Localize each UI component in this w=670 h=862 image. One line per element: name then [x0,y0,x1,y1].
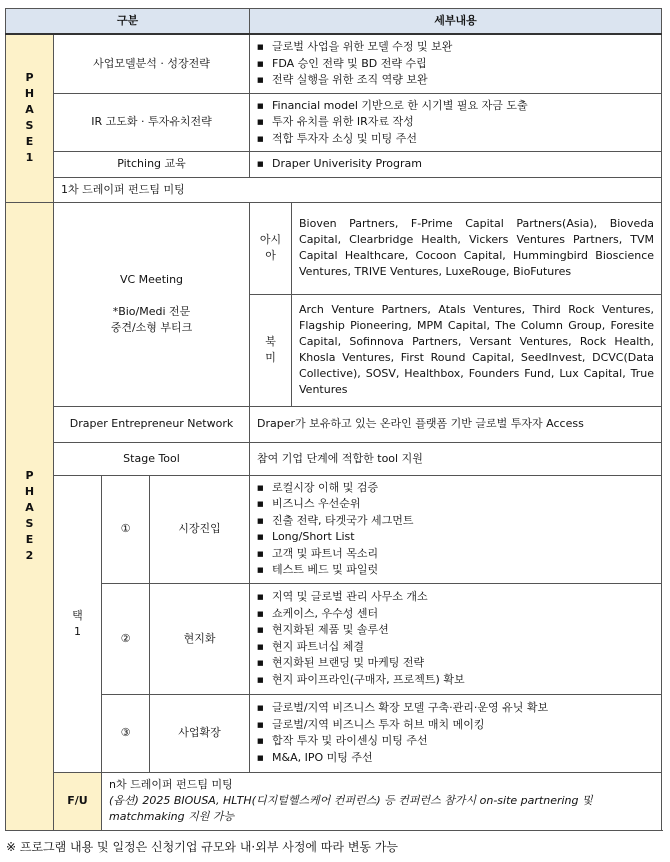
list-item: ■ 로컬시장 이해 및 검증 [257,480,654,497]
fu-label: F/U [54,772,102,830]
list-item: ■ 전략 실행을 위한 조직 역량 보완 [257,72,654,89]
network-name: Draper Entrepreneur Network [54,406,250,442]
p1-meeting: 1차 드레이퍼 펀드팀 미팅 [54,177,662,202]
phase1-label: P H A S E 1 [6,34,54,202]
stage-name: Stage Tool [54,442,250,475]
list-item: ■ 글로벌 사업을 위한 모델 수정 및 보완 [257,39,654,56]
list-item: ■ 글로벌/지역 비즈니스 확장 모델 구축·관리·운영 유닛 확보 [257,700,654,717]
vc-sub1: *Bio/Medi 전문 [112,305,191,318]
list-item: ■ 현지 파이프라인(구매자, 프로젝트) 확보 [257,672,654,689]
header-category: 구분 [6,9,250,35]
p1-row2-name: IR 고도화 · 투자유치전략 [54,93,250,152]
region-asia-label: 아시 아 [250,202,292,294]
option1-name: 시장진입 [150,475,250,583]
list-item: ■ 투자 유치를 위한 IR자료 작성 [257,114,654,131]
option1-num: ① [102,475,150,583]
fu-line1: n차 드레이퍼 펀드팀 미팅 [109,778,233,791]
option3-num: ③ [102,694,150,772]
fu-line2: (옵션) 2025 BIOUSA, HLTH(디지털헬스케어 컨퍼런스) 등 컨퍼런스 참가시 on-site partnering 및 matchmaking 지원 가능 [109,794,593,823]
region-asia-investors: Bioven Partners, F-Prime Capital Partners(Asia), Bioveda Capital, Clearbridge Health, Vickers Ventures Partners, TVM Capital Healthcare, Cocoon Capital, Hummingbird Bioscience Ventures, TRIVE Ventures, LuxeRouge, BioFutures [292,202,662,294]
list-item: ■ 테스트 베드 및 파일럿 [257,562,654,579]
phase2-label: P H A S E 2 [6,202,54,830]
list-item: ■ Financial model 기반으로 한 시기별 필요 자금 도출 [257,98,654,115]
option1-detail [250,475,662,583]
p1-row1-name: 사업모델분석 · 성장전략 [54,34,250,93]
footnote: ※ 프로그램 내용 및 일정은 신청기업 규모와 내·외부 사정에 따라 변동 가능 [6,840,398,854]
list-item: ■ Draper Univerisity Program [257,156,654,173]
list-item: ■ FDA 승인 전략 및 BD 전략 수립 [257,56,654,73]
fu-detail [102,772,662,830]
list-item: ■ 현지화된 브랜딩 및 마케팅 전략 [257,655,654,672]
list-item: ■ 비즈니스 우선순위 [257,496,654,513]
region-na-label: 북 미 [250,294,292,406]
header-detail: 세부내용 [250,9,662,35]
list-item: ■ 글로벌/지역 비즈니스 투자 허브 매치 메이킹 [257,717,654,734]
vc-title: VC Meeting [119,273,184,286]
list-item: ■ 쇼케이스, 우수성 센터 [257,606,654,623]
list-item: ■ 합작 투자 및 라이센싱 미팅 주선 [257,733,654,750]
list-item: ■ 진출 전략, 타겟국가 세그먼트 [257,513,654,530]
option2-detail [250,583,662,694]
vc-sub2: 중견/소형 부티크 [110,321,193,334]
p1-row3-name: Pitching 교육 [54,152,250,178]
list-item: ■ Long/Short List [257,529,654,546]
list-item: ■ 지역 및 글로벌 관리 사무소 개소 [257,589,654,606]
list-item: ■ M&A, IPO 미팅 주선 [257,750,654,767]
option2-name: 현지화 [150,583,250,694]
list-item: ■ 고객 및 파트너 목소리 [257,546,654,563]
p1-row2-detail [250,93,662,152]
choose-one-label: 택 1 [54,475,102,772]
list-item: ■ 현지 파트너십 체결 [257,639,654,656]
vc-meeting-cell [54,202,250,406]
option3-name: 사업확장 [150,694,250,772]
stage-detail: 참여 기업 단계에 적합한 tool 지원 [250,442,662,475]
list-item: ■ 현지화된 제품 및 솔루션 [257,622,654,639]
p1-row3-detail [250,152,662,178]
option2-num: ② [102,583,150,694]
region-na-investors: Arch Venture Partners, Atals Ventures, Third Rock Ventures, Flagship Pioneering, MPM Capital, The Column Group, Foresite Capital, Sofinnova Partners, Versant Ventures, Rock Health, Khosla Ventures, First Round Capital, SeedInvest, DCVC(Data Collective), SOSV, Healthbox, Founders Fund, Lux Capital, True Ventures [292,294,662,406]
p1-row1-detail [250,34,662,93]
list-item: ■ 적합 투자자 소싱 및 미팅 주선 [257,131,654,148]
program-table [5,8,662,831]
network-detail: Draper가 보유하고 있는 온라인 플랫폼 기반 글로벌 투자자 Access [250,406,662,442]
option3-detail [250,694,662,772]
